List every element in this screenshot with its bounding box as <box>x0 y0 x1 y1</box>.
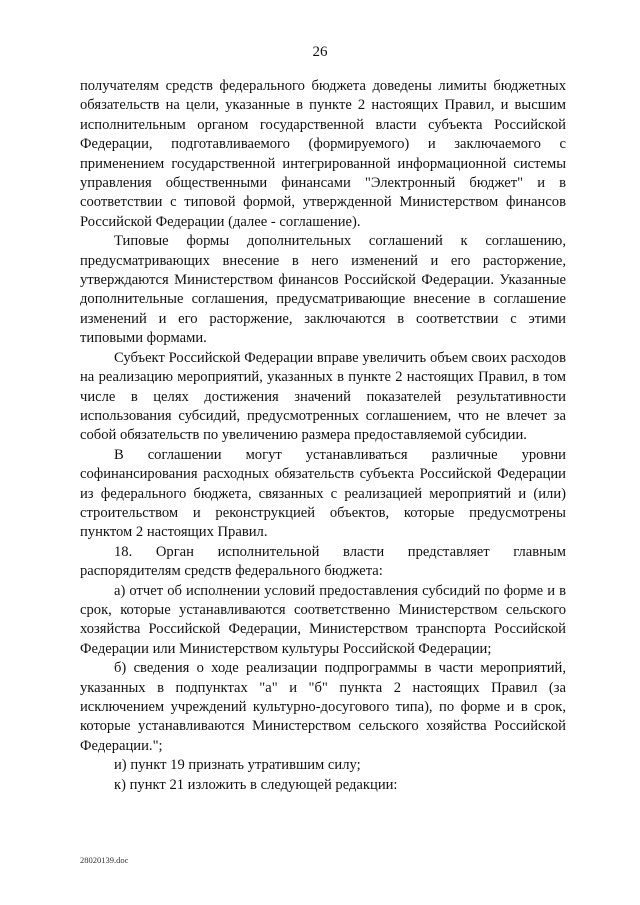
paragraph-9: к) пункт 21 изложить в следующей редакции: <box>114 776 398 793</box>
paragraph-4: В соглашении могут устанавливаться различные уровни софинансирования расходных обязательств субъекта Российской Федерации из федерального бюджета, связанных с реализацией мероприятий и (или) строительством и реконструкцией объектов, которые предусмотрены пунктом 2 настоящих Правил. <box>80 446 566 541</box>
page-number: 26 <box>312 44 328 60</box>
paragraph-7: б) сведения о ходе реализации подпрограммы в части мероприятий, указанных в подпунктах "а" и "б" пункта 2 настоящих Правил (за исключением учреждений культурно-досугового типа), по форме и в срок, которые устанавливаются Министерством сельского хозяйства Российской Федерации."; <box>80 660 566 754</box>
footer-filename: 28020139.doc <box>80 855 129 865</box>
document-body <box>80 77 566 795</box>
paragraph-2: Типовые формы дополнительных соглашений к соглашению, предусматривающих внесение в него изменений и его расторжение, утверждаются Министерством финансов Российской Федерации. Указанные дополнительные соглашения, предусматривающие внесение в соглашение изменений и его расторжение, заключаются в соответствии с этими типовыми формами. <box>80 233 566 347</box>
paragraph-3: Субъект Российской Федерации вправе увеличить объем своих расходов на реализацию мероприятий, указанных в пункте 2 настоящих Правил, в том числе в целях достижения значений показателей результативности использования субсидий, предусмотренных соглашением, что не влечет за собой обязательств по увеличению размера предоставляемой субсидии. <box>80 349 566 444</box>
paragraph-5: 18. Орган исполнительной власти представляет главным распорядителям средств федерального бюджета: <box>80 543 566 580</box>
paragraph-6: а) отчет об исполнении условий предоставления субсидий по форме и в срок, которые устанавливаются соответственно Министерством сельского хозяйства Российской Федерации, Министерством транспорта Российской Федерации или Министерством культуры Российской Федерации; <box>80 582 566 657</box>
paragraph-8: и) пункт 19 признать утратившим силу; <box>114 757 361 774</box>
paragraph-1: получателям средств федерального бюджета доведены лимиты бюджетных обязательств на цели, указанные в пункте 2 настоящих Правил, и высшим исполнительным органом государственной власти субъекта Российской Федерации, подготавливаемого (формируемого) и заключаемого с применением государственной интегрированной информационной системы управления общественными финансами "Электронный бюджет" и в соответствии с типовой формой, утвержденной Министерством финансов Российской Федерации (далее - соглашение). <box>80 78 566 230</box>
